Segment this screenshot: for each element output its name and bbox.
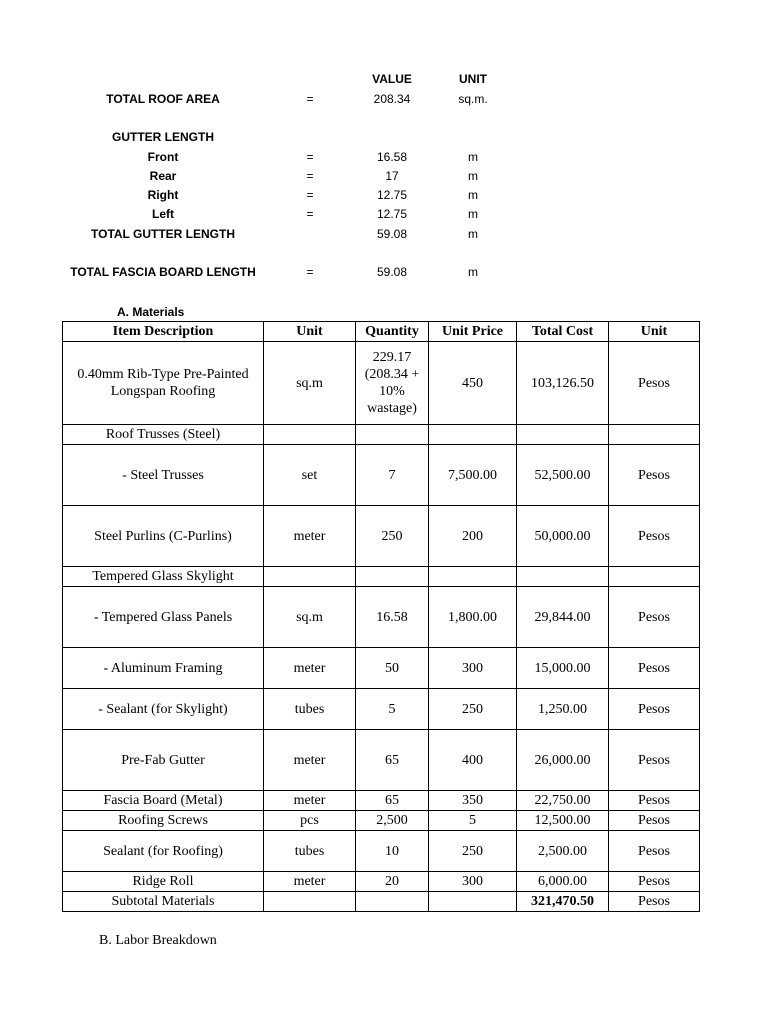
table-row — [63, 587, 700, 648]
gutter-right-unit: m — [468, 188, 478, 202]
cell-item: - Tempered Glass Panels — [63, 587, 264, 648]
total-fascia-row — [0, 263, 768, 281]
cell-total-cost: 50,000.00 — [517, 506, 609, 567]
subtotal-row — [63, 892, 700, 912]
gutter-left-label: Left — [152, 207, 174, 221]
equals-sign: = — [306, 92, 314, 106]
col-header-unit-price: Unit Price — [429, 322, 517, 342]
table-row — [63, 872, 700, 892]
cell-currency: Pesos — [609, 506, 700, 567]
table-row — [63, 342, 700, 425]
cell-total-cost: 12,500.00 — [517, 811, 609, 831]
gutter-rear-unit: m — [468, 169, 478, 183]
cell-unit: meter — [264, 648, 356, 689]
total-roof-area-row — [0, 90, 768, 108]
cell-unit-price: 350 — [429, 791, 517, 811]
cell-total-cost — [517, 567, 609, 587]
cell-quantity: 20 — [356, 872, 429, 892]
gutter-front-value: 16.58 — [376, 150, 408, 164]
cell-total-cost — [517, 425, 609, 445]
cell-unit: meter — [264, 872, 356, 892]
cell-item: 0.40mm Rib-Type Pre-Painted Longspan Roofing — [63, 342, 264, 425]
cell-total-cost: 103,126.50 — [517, 342, 609, 425]
cell-unit: meter — [264, 791, 356, 811]
cell-quantity — [356, 425, 429, 445]
cell-unit: tubes — [264, 831, 356, 872]
gutter-front-unit: m — [468, 150, 478, 164]
cell-total-cost: 29,844.00 — [517, 587, 609, 648]
gutter-rear-value: 17 — [385, 169, 399, 183]
cell-unit-price: 450 — [429, 342, 517, 425]
cell-currency: Pesos — [609, 648, 700, 689]
cell-currency: Pesos — [609, 342, 700, 425]
cell-unit-price: 7,500.00 — [429, 445, 517, 506]
cell-item: Sealant (for Roofing) — [63, 831, 264, 872]
col-header-total-cost: Total Cost — [517, 322, 609, 342]
total-gutter-unit: m — [468, 227, 478, 241]
cell-quantity: 65 — [356, 730, 429, 791]
total-fascia-unit: m — [468, 265, 478, 279]
gutter-right-row — [0, 186, 768, 204]
equals-sign: = — [306, 150, 314, 164]
cell-quantity: 10 — [356, 831, 429, 872]
total-fascia-label: TOTAL FASCIA BOARD LENGTH — [70, 265, 256, 279]
table-row — [63, 445, 700, 506]
materials-table — [62, 321, 700, 912]
cell-total-cost: 6,000.00 — [517, 872, 609, 892]
cell-item: Pre-Fab Gutter — [63, 730, 264, 791]
cell-unit-price — [429, 892, 517, 912]
cell-quantity: 250 — [356, 506, 429, 567]
cell-unit-price: 400 — [429, 730, 517, 791]
gutter-rear-label: Rear — [149, 169, 177, 183]
total-roof-area-unit: sq.m. — [458, 92, 488, 106]
cell-unit-price: 5 — [429, 811, 517, 831]
cell-total-cost: 15,000.00 — [517, 648, 609, 689]
cell-unit: meter — [264, 506, 356, 567]
cell-unit-price — [429, 567, 517, 587]
total-fascia-value: 59.08 — [376, 265, 408, 279]
cell-item: Roofing Screws — [63, 811, 264, 831]
cell-unit-price — [429, 425, 517, 445]
cell-currency: Pesos — [609, 587, 700, 648]
cell-unit-price: 200 — [429, 506, 517, 567]
equals-sign: = — [306, 265, 314, 279]
cell-unit-price: 300 — [429, 648, 517, 689]
gutter-left-unit: m — [468, 207, 478, 221]
table-row — [63, 831, 700, 872]
col-header-quantity: Quantity — [356, 322, 429, 342]
gutter-left-value: 12.75 — [376, 207, 408, 221]
gutter-rear-row — [0, 167, 768, 185]
unit-header: UNIT — [459, 72, 487, 86]
cell-item: - Aluminum Framing — [63, 648, 264, 689]
cell-currency: Pesos — [609, 445, 700, 506]
table-row — [63, 425, 700, 445]
table-row — [63, 648, 700, 689]
value-header: VALUE — [372, 72, 412, 86]
cell-quantity: 2,500 — [356, 811, 429, 831]
subtotal-label: Subtotal Materials — [63, 892, 264, 912]
gutter-right-value: 12.75 — [376, 188, 408, 202]
cell-quantity — [356, 892, 429, 912]
cell-unit — [264, 425, 356, 445]
table-header-row — [63, 322, 700, 342]
total-gutter-label: TOTAL GUTTER LENGTH — [91, 227, 235, 241]
table-row — [63, 730, 700, 791]
cell-unit-price: 250 — [429, 831, 517, 872]
cell-total-cost: 2,500.00 — [517, 831, 609, 872]
cell-item: Ridge Roll — [63, 872, 264, 892]
cell-quantity: 229.17 (208.34 + 10% wastage) — [356, 342, 429, 425]
cell-quantity: 50 — [356, 648, 429, 689]
gutter-right-label: Right — [147, 188, 179, 202]
summary-header-row — [0, 70, 768, 88]
cell-total-cost: 1,250.00 — [517, 689, 609, 730]
cell-unit — [264, 892, 356, 912]
cell-unit: sq.m — [264, 587, 356, 648]
cell-currency: Pesos — [609, 791, 700, 811]
gutter-left-row — [0, 205, 768, 223]
cell-currency: Pesos — [609, 872, 700, 892]
col-header-unit: Unit — [264, 322, 356, 342]
materials-section-title: A. Materials — [117, 305, 185, 319]
cell-quantity: 5 — [356, 689, 429, 730]
labor-section-title: B. Labor Breakdown — [99, 933, 217, 948]
cell-item: - Steel Trusses — [63, 445, 264, 506]
cell-currency — [609, 567, 700, 587]
cell-unit: pcs — [264, 811, 356, 831]
gutter-front-row — [0, 148, 768, 166]
cell-currency: Pesos — [609, 892, 700, 912]
total-gutter-row — [0, 225, 768, 243]
cell-total-cost: 52,500.00 — [517, 445, 609, 506]
cell-unit: sq.m — [264, 342, 356, 425]
table-row — [63, 506, 700, 567]
table-row — [63, 567, 700, 587]
cell-unit-price: 250 — [429, 689, 517, 730]
cell-unit-price: 300 — [429, 872, 517, 892]
cell-unit-price: 1,800.00 — [429, 587, 517, 648]
cell-item: Steel Purlins (C-Purlins) — [63, 506, 264, 567]
equals-sign: = — [306, 207, 314, 221]
cell-item: - Sealant (for Skylight) — [63, 689, 264, 730]
equals-sign: = — [306, 188, 314, 202]
col-header-item-description: Item Description — [63, 322, 264, 342]
cell-quantity — [356, 567, 429, 587]
cell-currency: Pesos — [609, 730, 700, 791]
cell-quantity: 7 — [356, 445, 429, 506]
cell-currency: Pesos — [609, 831, 700, 872]
cell-currency — [609, 425, 700, 445]
cell-item: Tempered Glass Skylight — [63, 567, 264, 587]
cell-item: Roof Trusses (Steel) — [63, 425, 264, 445]
cell-quantity: 65 — [356, 791, 429, 811]
equals-sign: = — [306, 169, 314, 183]
col-header-currency-unit: Unit — [609, 322, 700, 342]
gutter-title-row — [0, 128, 768, 146]
cell-currency: Pesos — [609, 689, 700, 730]
cell-unit — [264, 567, 356, 587]
total-gutter-value: 59.08 — [376, 227, 408, 241]
cell-total-cost: 22,750.00 — [517, 791, 609, 811]
cell-unit: set — [264, 445, 356, 506]
gutter-front-label: Front — [147, 150, 179, 164]
total-roof-area-value: 208.34 — [373, 92, 411, 106]
cell-unit: meter — [264, 730, 356, 791]
subtotal-total-cost: 321,470.50 — [517, 892, 609, 912]
cell-total-cost: 26,000.00 — [517, 730, 609, 791]
gutter-length-title: GUTTER LENGTH — [112, 130, 214, 144]
table-row — [63, 689, 700, 730]
table-row — [63, 811, 700, 831]
cell-item: Fascia Board (Metal) — [63, 791, 264, 811]
cell-currency: Pesos — [609, 811, 700, 831]
cell-quantity: 16.58 — [356, 587, 429, 648]
total-roof-area-label: TOTAL ROOF AREA — [106, 92, 220, 106]
table-row — [63, 791, 700, 811]
cell-unit: tubes — [264, 689, 356, 730]
